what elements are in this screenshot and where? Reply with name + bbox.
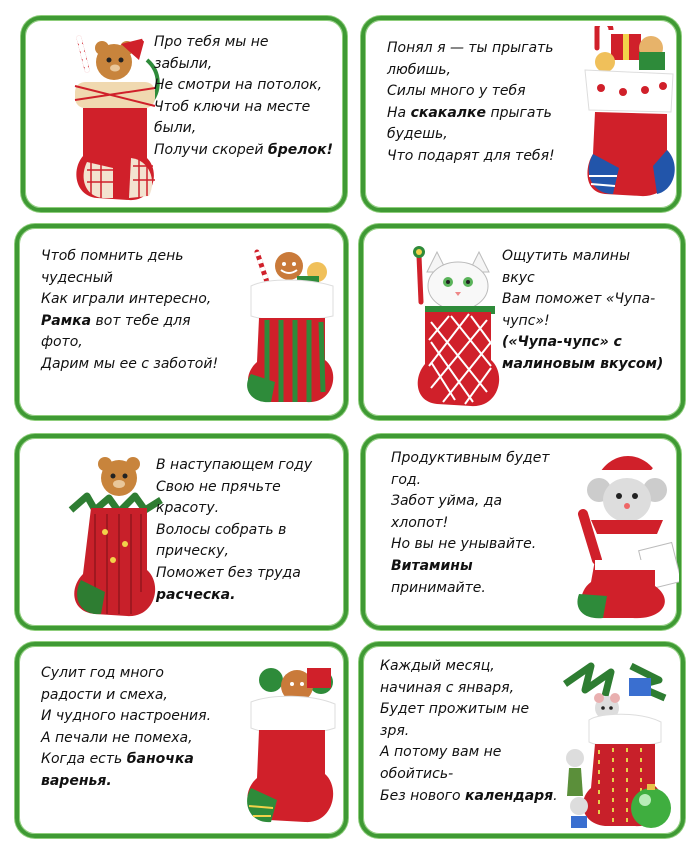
- gift-card-photo-frame: [15, 224, 348, 420]
- poem-text: Про тебя мы не забыли, Не смотри на потолок, Чтоб ключи на месте были, Получи скорей брелок!: [154, 34, 333, 158]
- gift-name: Рамка: [41, 312, 92, 329]
- gift-name: баночка: [126, 751, 194, 768]
- gift-card-lollipop: [359, 224, 685, 420]
- gift-card-vitamins: [361, 434, 681, 630]
- poem-text: Каждый месяц, начиная с января, Будет прожитым не зря. А потому вам не обойтись- Без нового календаря.: [380, 658, 558, 804]
- stocking-with-gifts-icon: [583, 26, 683, 204]
- gift-name: брелок: [267, 141, 327, 158]
- knitted-stocking-with-teddy-icon: [65, 452, 169, 624]
- stocking-with-mice-and-ornament-icon: [561, 656, 679, 832]
- gift-card-calendar: [359, 642, 685, 838]
- gift-name: («Чупа-чупс» с: [502, 334, 622, 351]
- poem-text: Ощутить малины вкус Вам поможет «Чупа- чупс»! («Чупа-чупс» с малиновым вкусом): [502, 248, 664, 372]
- striped-stocking-with-gingerbread-icon: [237, 242, 347, 410]
- gift-card-keychain: [21, 16, 347, 212]
- gift-name: скакалке: [410, 104, 487, 121]
- gift-name: календаря: [465, 787, 554, 804]
- poem-text: Понял я — ты прыгать любишь, Силы много у тебя На скакалке прыгать будешь, Что подарят для тебя!: [387, 40, 555, 164]
- gift-card-comb: [15, 434, 348, 630]
- stocking-with-toys-icon: [241, 658, 341, 830]
- gift-name: расческа: [156, 586, 231, 603]
- poem-text: Чтоб помнить день чудесный Как играли интересно, Рамка вот тебе для фото, Дарим мы ее с заботой!: [41, 248, 219, 372]
- poem-text: Продуктивным будет год. Забот уйма, да хлопот! Но вы не унывайте. Витамины принимайте.: [391, 450, 550, 596]
- poem-text: Сулит год много радости и смеха, И чудного настроения. А печали не помеха, Когда есть баночка варенья.: [41, 665, 212, 789]
- gift-card-jump-rope: [361, 16, 681, 212]
- mouse-in-stocking-icon: [573, 450, 679, 622]
- gift-card-jam-jar: [15, 642, 348, 838]
- poem-text: В наступающем году Свою не прячьте красоту. Волосы собрать в прическу, Поможет без труда расческа.: [156, 457, 313, 603]
- stocking-with-kitten-icon: [411, 242, 511, 414]
- gift-name: Витамины: [391, 557, 473, 574]
